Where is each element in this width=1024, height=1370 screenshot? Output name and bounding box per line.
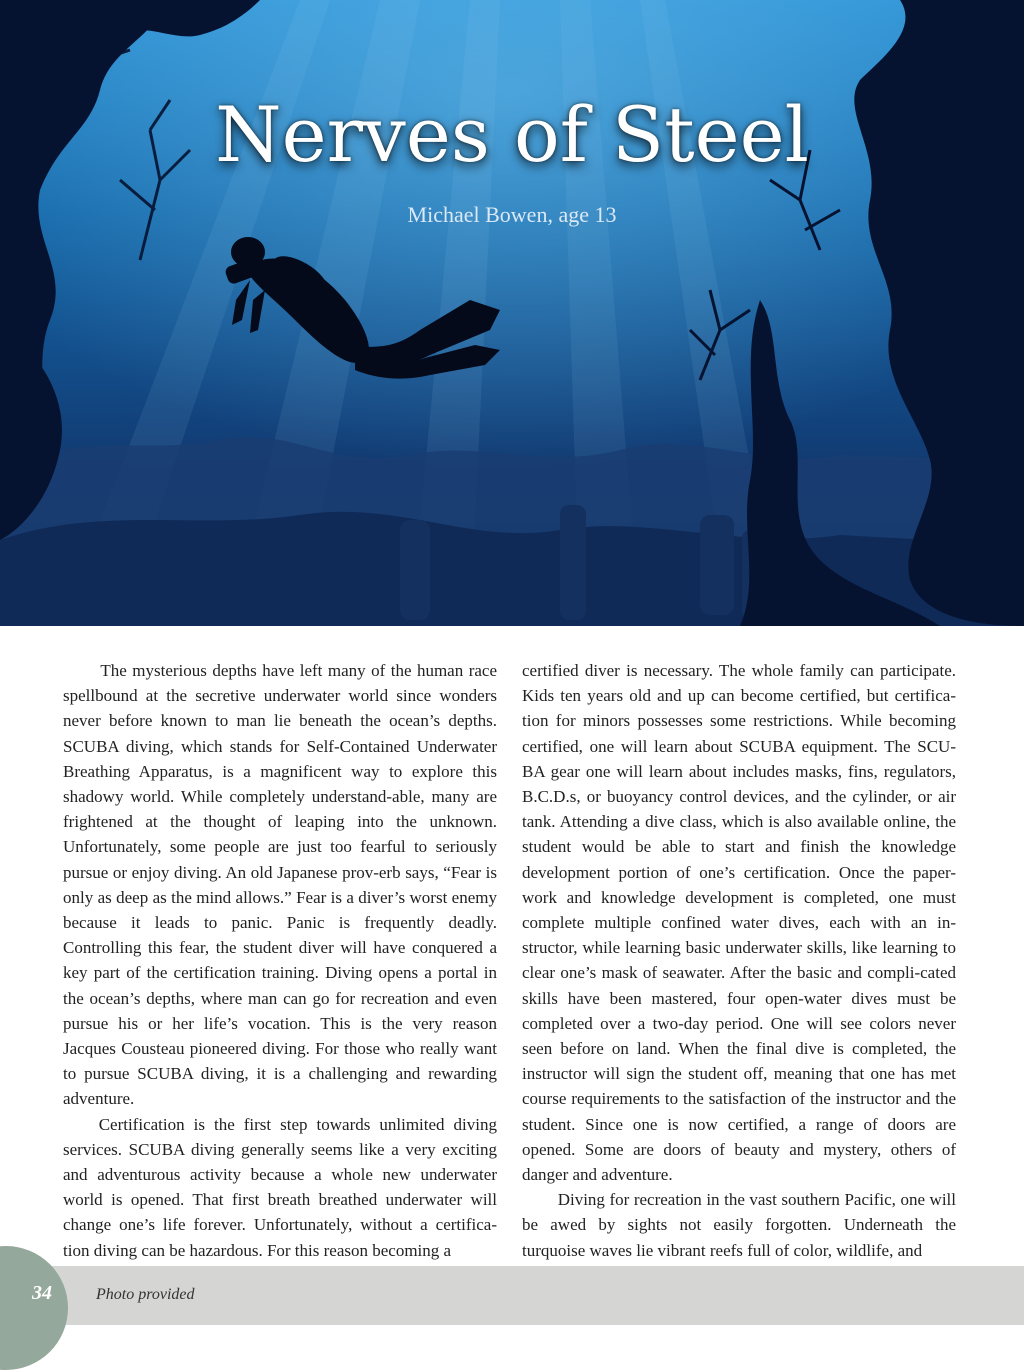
- photo-credit: Photo provided: [96, 1286, 195, 1303]
- page-number: 34: [32, 1282, 52, 1304]
- article-title: Nerves of Steel: [215, 90, 809, 179]
- paragraph: Diving for recreation in the vast southern Pacific, one will be awed by sights not easily forgotten. Underneath the turquoise waves lie vibrant reefs full of color, wildlife, and: [522, 1190, 956, 1260]
- author-byline: Michael Bowen, age 13: [407, 202, 617, 227]
- article-body-left-column: [63, 658, 497, 1263]
- page-number-tab: [0, 1246, 68, 1370]
- paragraph: Certification is the first step towards unlimited diving services. SCUBA diving generally seems like a very exciting and adventurous activity because a whole new underwater world is opened. That first breath breathed underwater will change one’s life forever. Unfortunately, without a certifica-tion diving can be hazardous. For this reason becoming a: [63, 1114, 497, 1260]
- article-body-right-column: [522, 658, 956, 1263]
- paragraph: certified diver is necessary. The whole family can participate. Kids ten years old and up can become certified, but certifica-tion for minors possesses some restrictions. While becoming certified, one will learn about SCUBA equipment. The SCU-BA gear one will learn about includes masks, fins, regulators, B.C.D.s, or buoyancy control devices, and the cylinder, or air tank. Attending a dive class, which is also available online, the student would be able to start and finish the knowledge development portion of one’s certification. Once the paper-work and knowledge development is completed, one must complete multiple confined water dives, each with an in-structor, while learning basic underwater skills, like learning to clear one’s mask of seawater. After the basic and compli-cated skills have been mastered, four open-water dives must be completed over a two-day period. One will see colors never seen before on land. When the final dive is completed, the instructor will sign the student off, meaning that one has met course requirements to the satisfaction of the instructor and the student. Since one is now certified, a range of doors are opened. Some are doors of beauty and mystery, others of danger and adventure.: [522, 661, 956, 1185]
- paragraph: The mysterious depths have left many of the human race spellbound at the secretive underwater world since wonders never before known to man lie beneath the ocean’s depths. SCUBA diving, which stands for Self-Contained Underwater Breathing Apparatus, is a magnificent way to explore this shadowy world. While completely understand-able, many are frightened at the thought of leaping into the unknown. Unfortunately, some people are just too fearful to seriously pursue or enjoy diving. An old Japanese prov-erb says, “Fear is only as deep as the mind allows.” Fear is a diver’s worst enemy because it leads to panic. Panic is frequently deadly. Controlling this fear, the student diver will have conquered a key part of the certification training. Diving opens a portal in the ocean’s depths, where man can go for recreation and even pursue his or her life’s vocation. This is the very reason Jacques Cousteau pioneered diving. For those who really want to pursue SCUBA diving, it is a challenging and rewarding adventure.: [63, 661, 497, 1109]
- hero-illustration: [0, 0, 1024, 626]
